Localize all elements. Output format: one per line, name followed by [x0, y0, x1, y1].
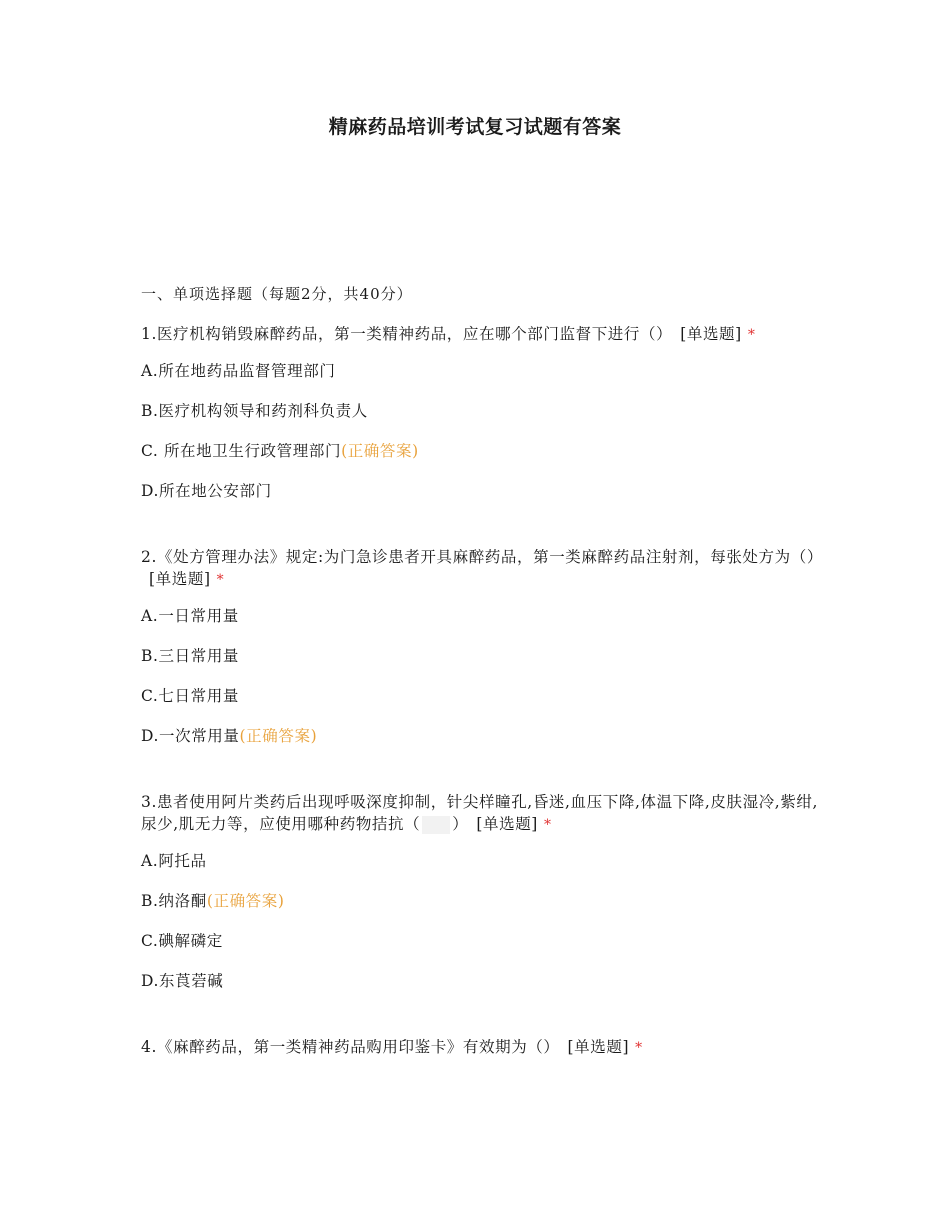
option-text: B.纳洛酮 [141, 892, 207, 910]
question-stem [141, 1036, 821, 1059]
answer-blank [422, 816, 450, 834]
option-text: A.阿托品 [141, 852, 207, 870]
question-1 [141, 323, 821, 502]
section-heading: 一、单项选择题（每题2分，共40分） [141, 285, 413, 303]
option-text: C.七日常用量 [141, 687, 239, 705]
required-asterisk: * [216, 572, 225, 588]
answer-option [141, 645, 821, 667]
required-asterisk: * [635, 1040, 643, 1056]
question-2 [141, 546, 821, 747]
question-stem [141, 546, 821, 591]
question-text: 1.医疗机构销毁麻醉药品，第一类精神药品，应在哪个部门监督下进行（） [141, 325, 673, 343]
answer-option [141, 725, 821, 747]
answer-option [141, 850, 821, 872]
question-text-tail: ） [452, 815, 469, 833]
option-text: B.医疗机构领导和药剂科负责人 [141, 402, 368, 420]
answer-option [141, 360, 821, 382]
question-type-label: [单选题] [680, 325, 742, 343]
correct-answer-tag: (正确答案) [239, 727, 318, 745]
question-stem [141, 323, 821, 346]
answer-option [141, 685, 821, 707]
question-text: 4.《麻醉药品，第一类精神药品购用印鉴卡》有效期为（） [141, 1038, 560, 1056]
question-stem [141, 791, 821, 836]
option-text: D.东莨菪碱 [141, 972, 224, 990]
answer-option [141, 440, 821, 462]
option-text: A.一日常用量 [141, 607, 239, 625]
document-title: 精麻药品培训考试复习试题有答案 [328, 116, 622, 138]
option-text: C. 所在地卫生行政管理部门 [141, 442, 342, 460]
required-asterisk: * [747, 327, 756, 343]
question-type-label: [单选题] [476, 815, 538, 833]
question-type-label: [单选题] [567, 1038, 630, 1056]
document-body [141, 283, 821, 1103]
required-asterisk: * [543, 817, 552, 833]
question-text: 2.《处方管理办法》规定:为门急诊患者开具麻醉药品，第一类麻醉药品注射剂，每张处方为（） [141, 548, 823, 566]
option-text: D.所在地公安部门 [141, 482, 272, 500]
answer-option [141, 400, 821, 422]
question-text: 3.患者使用阿片类药后出现呼吸深度抑制，针尖样瞳孔,昏迷,血压下降,体温下降,皮肤湿冷,紫绀,尿少,肌无力等，应使用哪种药物拮抗（ [141, 793, 819, 833]
question-3 [141, 791, 821, 992]
question-4 [141, 1036, 821, 1059]
question-type-label: [单选题] [149, 570, 211, 588]
option-text: A.所在地药品监督管理部门 [141, 362, 336, 380]
option-text: C.碘解磷定 [141, 932, 223, 950]
option-text: B.三日常用量 [141, 647, 240, 665]
answer-option [141, 480, 821, 502]
answer-option [141, 930, 821, 952]
question-list [141, 323, 821, 1059]
option-text: D.一次常用量 [141, 727, 240, 745]
correct-answer-tag: (正确答案) [341, 442, 419, 460]
answer-option [141, 890, 821, 912]
answer-option [141, 605, 821, 627]
answer-option [141, 970, 821, 992]
correct-answer-tag: (正确答案) [206, 892, 285, 910]
